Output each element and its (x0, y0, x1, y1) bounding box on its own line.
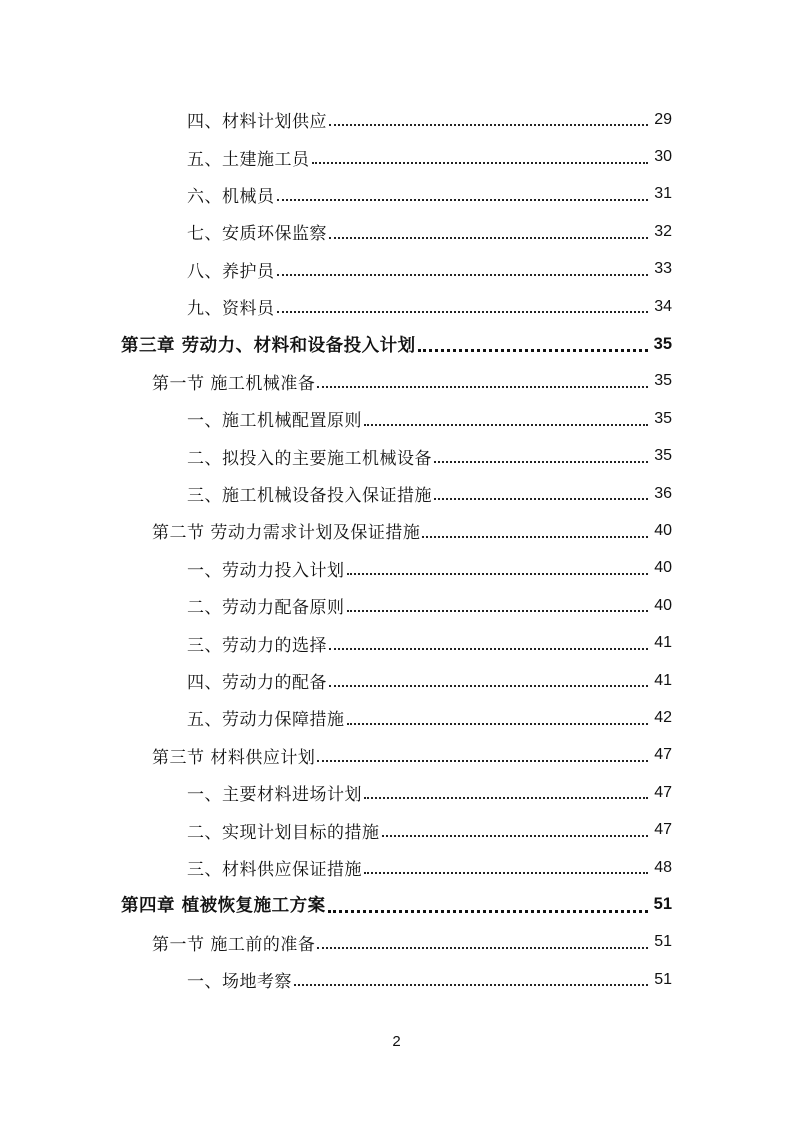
toc-dot-leader (294, 983, 648, 986)
toc-entry-title: 第二节 劳动力需求计划及保证措施 (152, 523, 421, 544)
toc-entry-page: 40 (654, 596, 672, 614)
toc-dot-leader (277, 198, 649, 201)
toc-item-entry[interactable] (0, 475, 793, 512)
toc-dot-leader (329, 236, 648, 239)
table-of-contents (0, 101, 793, 998)
toc-dot-leader (328, 909, 648, 913)
toc-entry-page: 51 (653, 895, 672, 914)
toc-entry-title: 五、劳动力保障措施 (187, 710, 345, 731)
toc-entry-page: 41 (654, 671, 672, 689)
toc-section-entry[interactable] (0, 512, 793, 549)
toc-dot-leader (347, 572, 649, 575)
toc-entry-title: 第三节 材料供应计划 (152, 747, 316, 768)
toc-item-entry[interactable] (0, 961, 793, 998)
toc-item-entry[interactable] (0, 624, 793, 661)
toc-dot-leader (329, 647, 648, 650)
toc-entry-title: 一、场地考察 (187, 972, 292, 993)
toc-dot-leader (329, 684, 648, 687)
toc-dot-leader (418, 348, 648, 352)
toc-item-entry[interactable] (0, 699, 793, 736)
toc-chapter-entry[interactable] (0, 325, 793, 362)
toc-entry-title: 二、劳动力配备原则 (187, 598, 345, 619)
toc-entry-page: 33 (654, 260, 672, 278)
toc-entry-title: 六、机械员 (187, 186, 275, 207)
toc-entry-page: 32 (654, 222, 672, 240)
toc-entry-title: 七、安质环保监察 (187, 224, 327, 245)
toc-item-entry[interactable] (0, 811, 793, 848)
toc-item-entry[interactable] (0, 774, 793, 811)
toc-item-entry[interactable] (0, 288, 793, 325)
toc-item-entry[interactable] (0, 400, 793, 437)
toc-dot-leader (364, 871, 648, 874)
toc-entry-page: 35 (654, 372, 672, 390)
toc-dot-leader (317, 385, 648, 388)
toc-item-entry[interactable] (0, 138, 793, 175)
toc-dot-leader (434, 497, 648, 500)
toc-entry-page: 47 (654, 746, 672, 764)
toc-dot-leader (347, 609, 649, 612)
toc-entry-page: 35 (654, 409, 672, 427)
toc-entry-title: 三、材料供应保证措施 (187, 860, 362, 880)
toc-entry-title: 九、资料员 (187, 299, 275, 320)
toc-item-entry[interactable] (0, 176, 793, 213)
toc-section-entry[interactable] (0, 737, 793, 774)
toc-entry-page: 35 (654, 447, 672, 465)
toc-entry-page: 40 (654, 559, 672, 577)
toc-entry-title: 四、材料计划供应 (187, 112, 327, 133)
toc-entry-title: 第一节 施工前的准备 (152, 934, 316, 955)
toc-entry-page: 40 (654, 521, 672, 539)
toc-item-entry[interactable] (0, 101, 793, 138)
toc-entry-page: 41 (654, 634, 672, 652)
toc-entry-page: 36 (654, 484, 672, 502)
toc-section-entry[interactable] (0, 363, 793, 400)
toc-item-entry[interactable] (0, 662, 793, 699)
toc-entry-title: 四、劳动力的配备 (187, 673, 327, 694)
toc-entry-title: 第三章 劳动力、材料和设备投入计划 (121, 335, 416, 356)
toc-dot-leader (364, 423, 648, 426)
toc-dot-leader (347, 722, 649, 725)
toc-dot-leader (312, 161, 649, 164)
toc-item-entry[interactable] (0, 213, 793, 250)
toc-entry-page: 34 (654, 297, 672, 315)
toc-section-entry[interactable] (0, 924, 793, 961)
toc-item-entry[interactable] (0, 251, 793, 288)
toc-item-entry[interactable] (0, 438, 793, 475)
toc-dot-leader (364, 796, 648, 799)
toc-entry-title: 二、拟投入的主要施工机械设备 (187, 448, 432, 469)
toc-entry-page: 51 (654, 970, 672, 988)
toc-entry-title: 三、劳动力的选择 (187, 635, 327, 656)
page-number: 2 (392, 1033, 401, 1050)
toc-entry-page: 51 (654, 933, 672, 951)
toc-entry-title: 三、施工机械设备投入保证措施 (187, 486, 432, 507)
toc-dot-leader (277, 273, 649, 276)
toc-item-entry[interactable] (0, 849, 793, 886)
toc-dot-leader (317, 759, 648, 762)
toc-entry-page: 29 (654, 110, 672, 128)
toc-dot-leader (317, 946, 648, 949)
toc-item-entry[interactable] (0, 550, 793, 587)
toc-entry-page: 42 (654, 708, 672, 726)
toc-entry-page: 47 (654, 783, 672, 801)
toc-dot-leader (382, 834, 649, 837)
toc-entry-title: 五、土建施工员 (187, 149, 310, 170)
toc-entry-title: 二、实现计划目标的措施 (187, 822, 380, 843)
toc-entry-title: 八、养护员 (187, 261, 275, 282)
toc-chapter-entry[interactable] (0, 886, 793, 923)
toc-entry-page: 47 (654, 821, 672, 839)
toc-dot-leader (422, 535, 648, 538)
toc-entry-page: 48 (654, 858, 672, 876)
toc-entry-page: 31 (654, 185, 672, 203)
toc-item-entry[interactable] (0, 587, 793, 624)
toc-entry-page: 30 (654, 148, 672, 166)
toc-entry-page: 35 (653, 334, 672, 353)
toc-entry-title: 一、施工机械配置原则 (187, 411, 362, 432)
toc-dot-leader (329, 123, 648, 126)
toc-entry-title: 第一节 施工机械准备 (152, 373, 316, 394)
toc-entry-title: 第四章 植被恢复施工方案 (121, 896, 326, 917)
toc-dot-leader (434, 460, 648, 463)
toc-entry-title: 一、劳动力投入计划 (187, 560, 345, 581)
toc-dot-leader (277, 310, 649, 313)
toc-entry-title: 一、主要材料进场计划 (187, 785, 362, 806)
